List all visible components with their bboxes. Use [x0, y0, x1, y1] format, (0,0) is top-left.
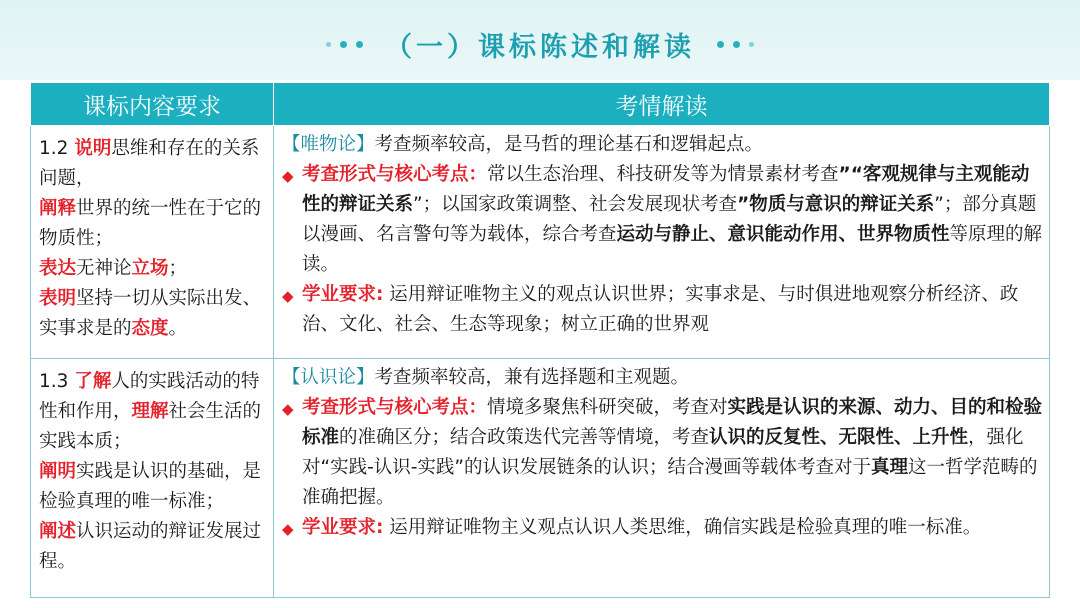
page-title: （一）课标陈述和解读: [385, 31, 695, 63]
decor-dots-right: [717, 41, 754, 48]
exam-point: ◆ 考查形式与核心考点：常以生态治理、科技研发等为情景素材考查”“客观规律与主观能动性的辩证关系”；以国家政策调整、社会发展现状考查”物质与意识的辩证关系”；部分真题以漫画、名言警句等为载体，综合考查运动与静止、意识能动作用、世界物质性等原理的解读。: [282, 160, 1043, 280]
header-standard: 课标内容要求: [31, 83, 274, 126]
academic-requirement: ◆ 学业要求: 运用辩证唯物主义的观点认识世界；实事求是、与时俱进地观察分析经济、政治、文化、社会、生态等现象；树立正确的世界观: [282, 280, 1043, 340]
table-row: [31, 359, 1050, 598]
interpretation-cell: [274, 126, 1050, 359]
diamond-icon: ◆: [282, 167, 294, 185]
diamond-icon: ◆: [282, 287, 294, 305]
standard-cell: 1.3 了解人的实践活动的特性和作用，理解社会生活的实践本质； 阐明实践是认识的基础，是检验真理的唯一标准； 阐述认识运动的辩证发展过程。: [31, 359, 274, 598]
diamond-icon: ◆: [282, 520, 294, 538]
decor-dots-left: [326, 41, 363, 48]
academic-requirement: ◆ 学业要求: 运用辩证唯物主义观点认识人类思维，确信实践是检验真理的唯一标准。: [282, 513, 1043, 544]
exam-point: ◆ 考查形式与核心考点：情境多聚焦科研突破，考查对实践是认识的来源、动力、目的和检验标准的准确区分；结合政策迭代完善等情境，考查认识的反复性、无限性、上升性，强化对“实践-认识-实践”的认识发展链条的认识；结合漫画等载体考查对于真理这一哲学范畴的准确把握。: [282, 393, 1043, 513]
diamond-icon: ◆: [282, 400, 294, 418]
standard-cell: 1.2 说明思维和存在的关系问题， 阐释世界的统一性在于它的物质性； 表达无神论立场； 表明坚持一切从实际出发、实事求是的态度。: [31, 126, 274, 359]
intro-line: 【唯物论】考查频率较高，是马哲的理论基石和逻辑起点。: [282, 134, 764, 155]
title-row: [0, 22, 1080, 66]
curriculum-table: [30, 82, 1050, 598]
intro-line: 【认识论】考查频率较高，兼有选择题和主观题。: [282, 367, 690, 388]
header-interpretation: 考情解读: [274, 83, 1050, 126]
interpretation-cell: [274, 359, 1050, 598]
table-row: [31, 126, 1050, 359]
